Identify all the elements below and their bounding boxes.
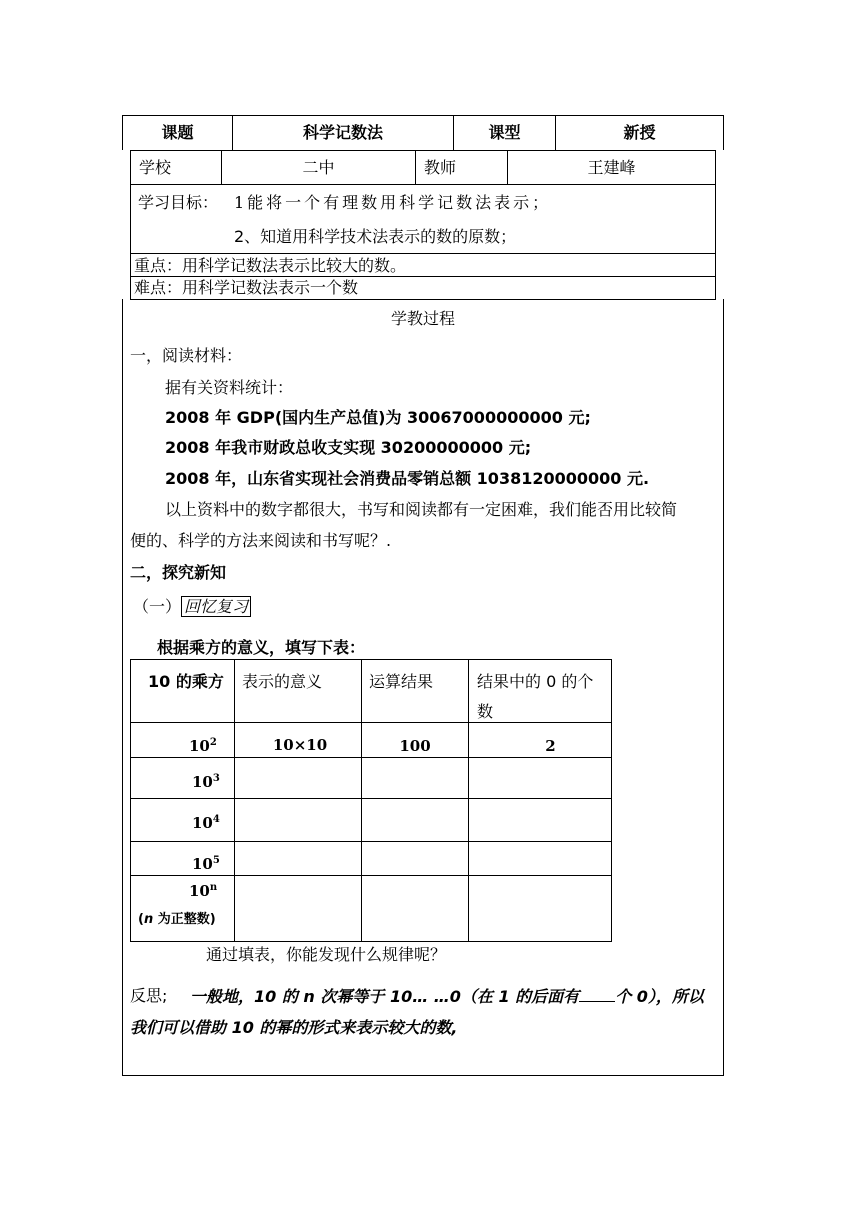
note-rest: 为正整数) xyxy=(153,912,216,927)
school-value: 二中 xyxy=(302,158,335,177)
note-open: ( xyxy=(138,912,144,927)
table-row-power xyxy=(192,854,220,874)
teacher-value: 王建峰 xyxy=(587,158,636,177)
lesson-type-value: 新授 xyxy=(623,123,656,142)
data-line-1: 2008 年 GDP(国内生产总值)为 30067000000000 元; xyxy=(165,408,591,427)
power-base: 10 xyxy=(189,882,210,900)
data-line-2: 2008 年我市财政总收支实现 30200000000 元; xyxy=(165,438,532,457)
reflection-label: 反思; xyxy=(130,986,168,1005)
topic-value: 科学记数法 xyxy=(302,123,383,142)
key-point: 重点：用科学记数法表示比较大的数。 xyxy=(134,256,407,275)
header-zero-count-cont: 数 xyxy=(477,702,494,721)
objective-1: 1能将一个有理数用科学记数法表示； xyxy=(234,193,552,212)
table-row-power xyxy=(189,881,217,901)
subsection-title: 回忆复习 xyxy=(181,596,251,617)
table-row-meaning: 10×10 xyxy=(272,736,328,754)
fill-blank xyxy=(579,986,615,1002)
process-title: 学教过程 xyxy=(390,309,455,328)
header-result: 运算结果 xyxy=(369,672,434,691)
table-row-power xyxy=(189,736,217,756)
paragraph-line-2: 便的、科学的方法来阅读和书写呢？. xyxy=(130,531,392,550)
table-row-result: 100 xyxy=(399,737,431,755)
objectives-label: 学习目标： xyxy=(138,193,219,212)
section2-heading: 二，探究新知 xyxy=(130,563,227,582)
section1-intro: 据有关资料统计： xyxy=(165,378,294,397)
power-exponent: 3 xyxy=(212,773,220,784)
paragraph-line-1: 以上资料中的数字都很大，书写和阅读都有一定困难，我们能否用比较简 xyxy=(165,500,678,519)
power-base: 10 xyxy=(192,814,213,832)
header-zero-count: 结果中的 0 的个 xyxy=(477,672,594,691)
lesson-type-label: 课型 xyxy=(488,123,521,142)
table-row-zeros: 2 xyxy=(545,737,556,755)
power-base: 10 xyxy=(192,773,213,791)
power-base: 10 xyxy=(189,737,210,755)
reflection-line-2: 我们可以借助 10 的幂的形式来表示较大的数, xyxy=(130,1018,458,1037)
power-exponent: 4 xyxy=(212,814,220,825)
power-exponent: 5 xyxy=(212,855,220,866)
table-intro: 根据乘方的意义，填写下表： xyxy=(157,638,366,657)
power-note xyxy=(138,910,216,930)
teacher-label: 教师 xyxy=(424,158,457,177)
objective-2: 2、知道用科学技术法表示的数的原数； xyxy=(234,227,517,246)
section1-heading: 一，阅读材料： xyxy=(130,346,243,365)
subsection-heading xyxy=(133,597,251,617)
after-table-question: 通过填表，你能发现什么规律呢？ xyxy=(206,945,447,964)
topic-label: 课题 xyxy=(161,123,194,142)
power-base: 10 xyxy=(192,855,213,873)
power-exponent: 2 xyxy=(209,737,217,748)
data-line-3: 2008 年，山东省实现社会消费品零销总额 1038120000000 元. xyxy=(165,469,650,488)
table-row-power xyxy=(192,813,220,833)
difficult-point: 难点：用科学记数法表示一个数 xyxy=(134,278,359,297)
reflection-text-b: 个 0），所以 xyxy=(615,987,704,1006)
school-label: 学校 xyxy=(139,158,172,177)
subsection-prefix: （一） xyxy=(133,597,182,616)
header-power: 10 的乘方 xyxy=(148,672,224,691)
reflection-line-1 xyxy=(190,986,704,1007)
note-variable: n xyxy=(143,912,154,927)
power-exponent: n xyxy=(209,882,218,893)
reflection-text-a: 一般地，10 的 n 次幂等于 10… …0（在 1 的后面有 xyxy=(190,987,580,1006)
table-row-power xyxy=(192,772,220,792)
header-meaning: 表示的意义 xyxy=(242,672,323,691)
